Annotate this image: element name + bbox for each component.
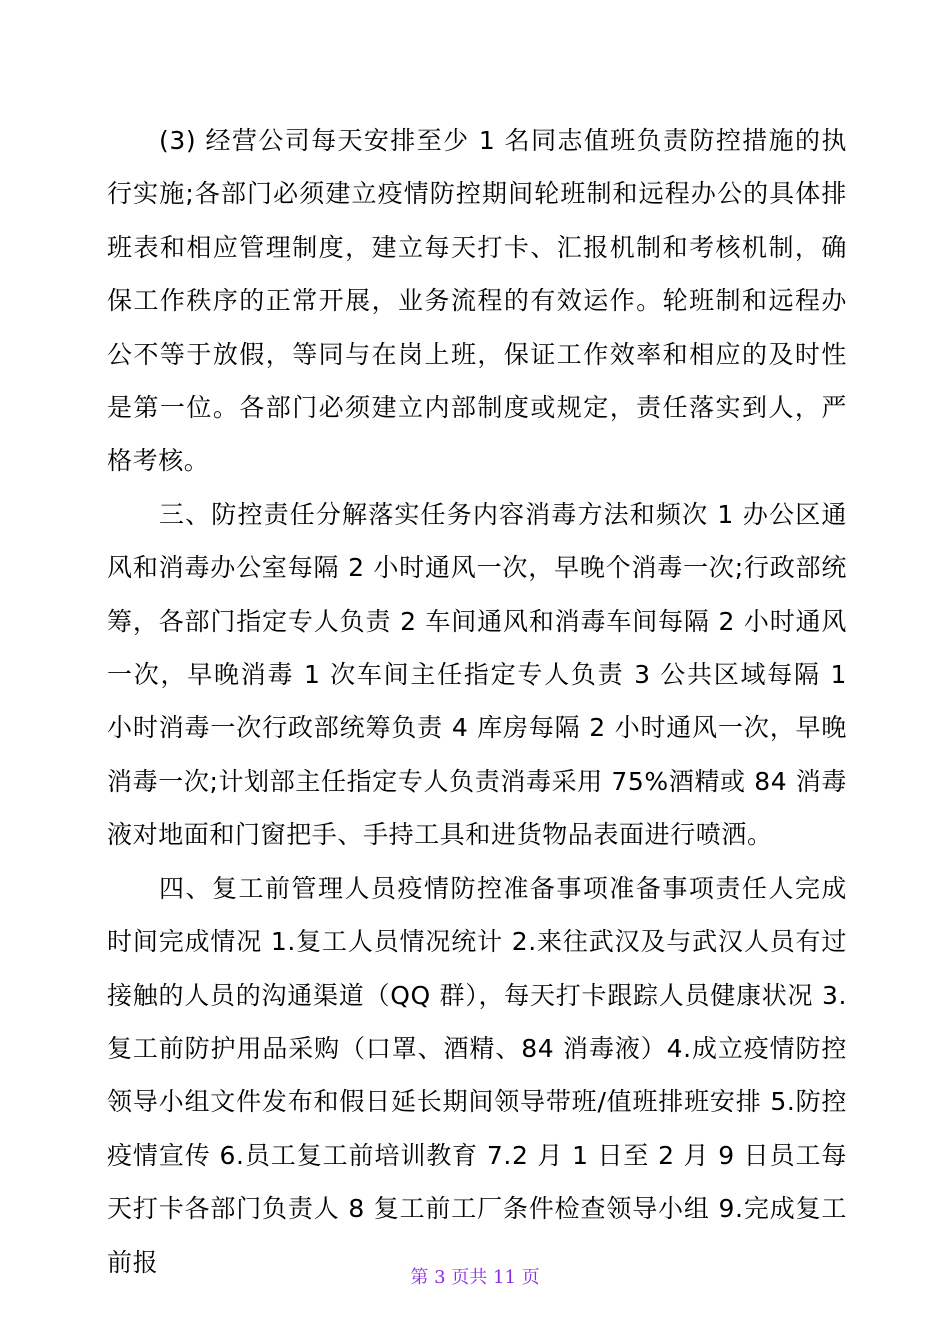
paragraph-duty-arrangement: (3) 经营公司每天安排至少 1 名同志值班负责防控措施的执行实施;各部门必须建立疫情防控期间轮班制和远程办公的具体排班表和相应管理制度，建立每天打卡、汇报机制和考核机制，确保工作秩序的正常开展，业务流程的有效运作。轮班制和远程办公不等于放假，等同与在岗上班，保证工作效率和相应的及时性是第一位。各部门必须建立内部制度或规定，责任落实到人，严格考核。: [107, 126, 847, 476]
paragraph-pre-resumption-preparation: 四、复工前管理人员疫情防控准备事项准备事项责任人完成时间完成情况 1.复工人员情况统计 2.来往武汉及与武汉人员有过接触的人员的沟通渠道（QQ 群），每天打卡跟踪人员健康状况 3.复工前防护用品采购（口罩、酒精、84 消毒液）4.成立疫情防控领导小组文件发布和假日延长期间领导带班/值班排班安排 5.防控疫情宣传 6.员工复工前培训教育 7.2 月 1 日至 2 月 9 日员工每天打卡各部门负责人 8 复工前工厂条件检查领导小组 9.完成复工前报: [107, 873, 847, 1277]
document-body: [107, 114, 847, 1289]
paragraph-responsibility-breakdown: 三、防控责任分解落实任务内容消毒方法和频次 1 办公区通风和消毒办公室每隔 2 小时通风一次，早晚个消毒一次;行政部统筹，各部门指定专人负责 2 车间通风和消毒车间每隔 2 小时通风一次，早晚消毒 1 次车间主任指定专人负责 3 公共区域每隔 1 小时消毒一次行政部统筹负责 4 库房每隔 2 小时通风一次，早晚消毒一次;计划部主任指定专人负责消毒采用 75%酒精或 84 消毒液对地面和门窗把手、手持工具和进货物品表面进行喷洒。: [107, 499, 847, 850]
page-number-footer: 第 3 页共 11 页: [410, 1267, 540, 1288]
